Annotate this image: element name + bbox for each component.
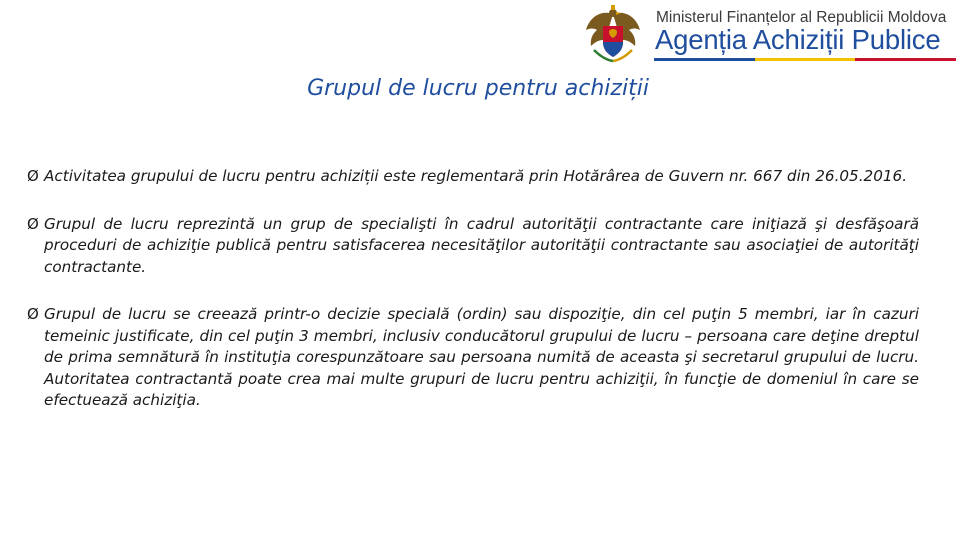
coat-of-arms-icon xyxy=(580,4,646,66)
flag-stripe-red xyxy=(855,58,956,61)
bullet-text: Grupul de lucru reprezintă un grup de specialişti în cadrul autorităţii contractante care iniţiază şi desfăşoară proceduri de achiziţie publică pentru satisfacerea necesităţilor autorităţii contractante sau asociaţiei de autorităţi contractante. xyxy=(44,214,919,276)
arrow-bullet-icon: Ø xyxy=(27,167,39,185)
arrow-bullet-icon: Ø xyxy=(27,305,39,323)
bullet-item xyxy=(27,304,919,412)
flag-stripe-yellow xyxy=(755,58,856,61)
flag-stripe xyxy=(654,58,956,61)
bullet-item xyxy=(27,214,919,279)
bullet-item xyxy=(27,166,919,188)
flag-stripe-blue xyxy=(654,58,755,61)
bullet-text: Grupul de lucru se creează printr-o decizie specială (ordin) sau dispoziţie, din cel puţin 5 membri, iar în cazuri temeinic justificate, din cel puţin 3 membri, inclusiv conducătorul grupului de lucru – persoana care deţine dreptul de prima semnătură în instituţia corespunzătoare sau persoana numită de aceasta şi secretarul grupului de lucru. Autoritatea contractantă poate crea mai multe grupuri de lucru pentru achiziţii, în funcţie de domeniul în care se efectuează achiziţia. xyxy=(44,305,919,409)
agency-name: Agenția Achiziții Publice xyxy=(655,24,941,55)
ministry-name: Ministerul Finanțelor al Republicii Moldova xyxy=(656,9,947,26)
arrow-bullet-icon: Ø xyxy=(27,214,39,233)
bullet-text: Activitatea grupului de lucru pentru achiziții este reglementară prin Hotărârea de Guvern nr. 667 din 26.05.2016. xyxy=(44,167,908,185)
slide-title xyxy=(0,76,960,101)
header-logo xyxy=(580,4,956,66)
bullet-list xyxy=(27,166,919,412)
slide-title-text: Grupul de lucru pentru achiziții xyxy=(307,76,649,101)
